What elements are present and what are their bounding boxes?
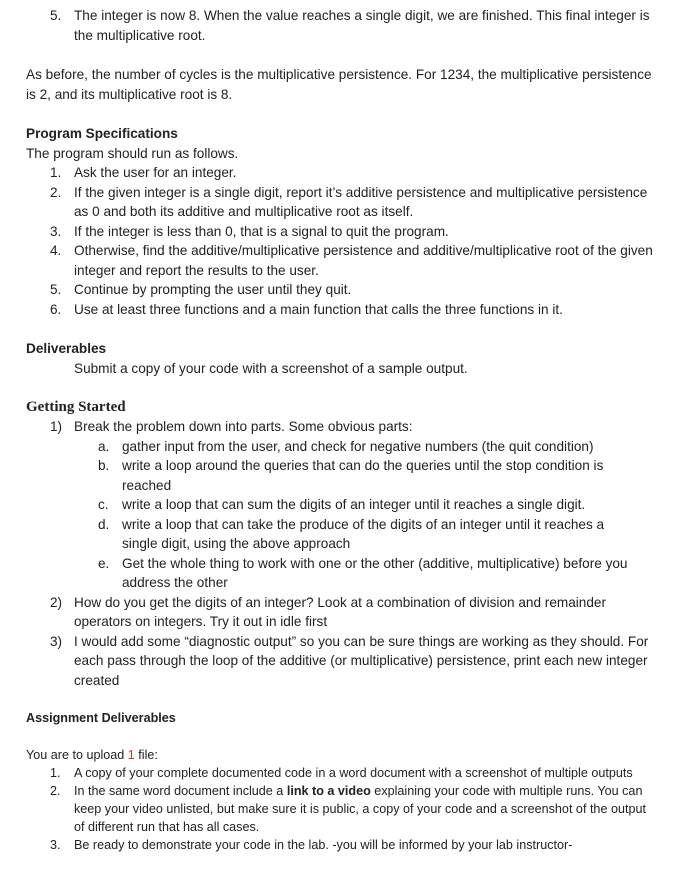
program-specs-intro: The program should run as follows.	[26, 146, 239, 161]
program-specs-list	[26, 163, 656, 319]
getting-started-sublist	[98, 437, 628, 593]
list-item: 5. Continue by prompting the user until they quit.	[50, 282, 352, 297]
list-item: 6. Use at least three functions and a main function that calls the three functions in it.	[50, 301, 563, 317]
list-item: 1) Break the problem down into parts. Some obvious parts: a. gather input from the user, and check for negative numbers (the quit condition) b. write a loop around the queries that can do the queries until the stop condition is reached c. write a loop that can sum the digits of an integer until it reaches a single digit. d. write a loop that can take the produce of the digits of an integer until it reaches a single digit, using the above approach e. Get the whole thing to work with one or the other (additive, multiplicative) before you address the other	[26, 417, 656, 593]
getting-started-heading: Getting Started	[26, 399, 126, 415]
upload-instruction: You are to upload 1 file:	[26, 748, 158, 762]
video-link[interactable]: link to a video	[286, 784, 371, 798]
upload-count: 1	[127, 748, 135, 762]
list-item: 3. Be ready to demonstrate your code in the lab. -you will be informed by your lab instructor-	[50, 838, 573, 852]
list-item: 1. A copy of your complete documented code in a word document with a screenshot of multiple outputs	[50, 766, 633, 780]
list-item: d. write a loop that can take the produce of the digits of an integer until it reaches a single digit, using the above approach	[98, 516, 605, 551]
top-list	[26, 6, 656, 45]
list-item: e. Get the whole thing to work with one or the other (additive, multiplicative) before you address the other	[98, 555, 628, 590]
deliverables-heading: Deliverables	[26, 341, 107, 356]
list-item: 2. If the given integer is a single digit, report it’s additive persistence and multiplicative persistence as 0 and both its additive and multiplicative root as itself.	[50, 184, 648, 219]
assignment-deliverables-list	[26, 764, 646, 854]
list-item: 1. Ask the user for an integer.	[50, 165, 237, 180]
list-item: 2. In the same word document include a link to a video explaining your code with multiple runs. You can keep your video unlisted, but make sure it is public, a copy of your code and a screenshot of the output of different run that has all cases.	[50, 784, 646, 834]
list-item-text: The integer is now 8. When the value reaches a single digit, we are finished. This final integer is the multiplicative root.	[74, 8, 650, 43]
list-item: a. gather input from the user, and check for negative numbers (the quit condition)	[98, 438, 594, 454]
list-item: 3. If the integer is less than 0, that is a signal to quit the program.	[50, 223, 449, 239]
list-item: b. write a loop around the queries that can do the queries until the stop condition is reached	[98, 458, 604, 493]
assignment-deliverables-heading: Assignment Deliverables	[26, 711, 176, 725]
program-specs-heading: Program Specifications	[26, 126, 178, 141]
list-item: 5. The integer is now 8. When the value reaches a single digit, we are finished. This final integer is the multiplicative root.	[50, 8, 650, 43]
list-item: 4. Otherwise, find the additive/multiplicative persistence and additive/multiplicative root of the given integer and report the results to the user.	[50, 243, 653, 278]
list-item: 2) How do you get the digits of an integer? Look at a combination of division and remainder operators on integers. Try it out in idle first	[50, 594, 606, 629]
deliverables-text: Submit a copy of your code with a screenshot of a sample output.	[74, 361, 468, 376]
list-item: 3) I would add some “diagnostic output” so you can be sure things are working as they should. For each pass through the loop of the additive (or multiplicative) persistence, print each new integer created	[50, 633, 649, 688]
getting-started-list	[26, 417, 656, 690]
list-item: c. write a loop that can sum the digits of an integer until it reaches a single digit.	[98, 497, 586, 512]
persistence-paragraph: As before, the number of cycles is the multiplicative persistence. For 1234, the multiplicative persistence is 2, and its multiplicative root is 8.	[26, 67, 652, 102]
